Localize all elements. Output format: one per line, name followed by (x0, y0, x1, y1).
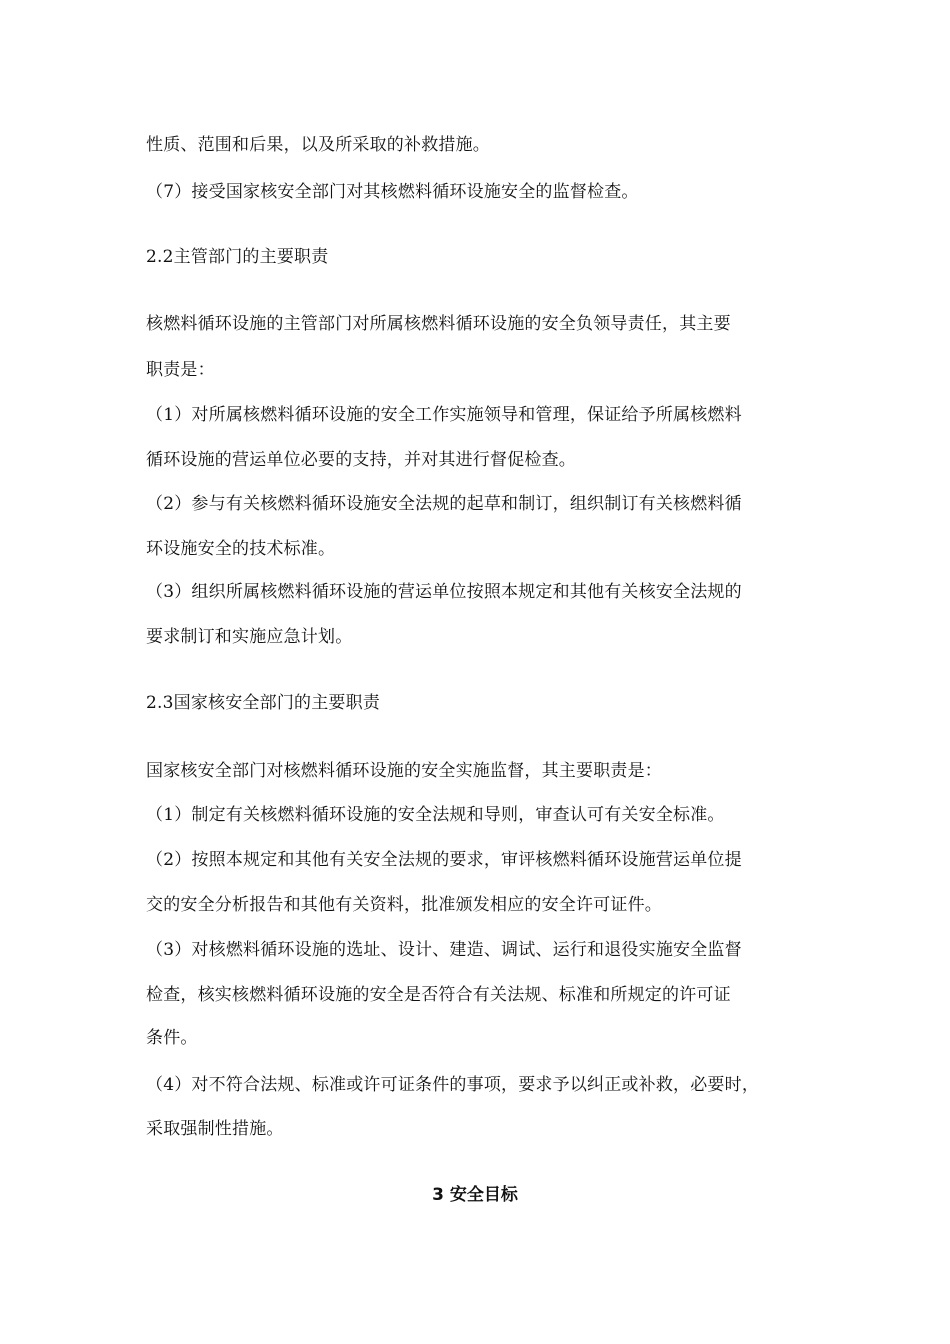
line-1: 性质、范围和后果，以及所采取的补救措施。 (146, 135, 490, 155)
line-19: 条件。 (146, 1028, 198, 1048)
line-10: （3）组织所属核燃料循环设施的营运单位按照本规定和其他有关核安全法规的 (146, 582, 742, 602)
subsection-heading-2-3: 2.3国家核安全部门的主要职责 (146, 693, 381, 713)
subsection-heading-2-2: 2.2主管部门的主要职责 (146, 247, 329, 267)
line-18: 检查，核实核燃料循环设施的安全是否符合有关法规、标准和所规定的许可证 (146, 985, 731, 1005)
line-14: （1）制定有关核燃料循环设施的安全法规和导则，审查认可有关安全标准。 (146, 805, 725, 825)
line-9: 环设施安全的技术标准。 (146, 539, 336, 559)
line-16: 交的安全分析报告和其他有关资料，批准颁发相应的安全许可证件。 (146, 895, 662, 915)
line-17: （3）对核燃料循环设施的选址、设计、建造、调试、运行和退役实施安全监督 (146, 940, 742, 960)
line-8: （2）参与有关核燃料循环设施安全法规的起草和制订，组织制订有关核燃料循 (146, 494, 742, 514)
line-6: （1）对所属核燃料循环设施的安全工作实施领导和管理，保证给予所属核燃料 (146, 405, 742, 425)
line-7: 循环设施的营运单位必要的支持，并对其进行督促检查。 (146, 450, 576, 470)
line-13: 国家核安全部门对核燃料循环设施的安全实施监督，其主要职责是： (146, 761, 662, 781)
line-20: （4）对不符合法规、标准或许可证条件的事项，要求予以纠正或补救，必要时， (146, 1075, 760, 1095)
line-4: 核燃料循环设施的主管部门对所属核燃料循环设施的安全负领导责任，其主要 (146, 314, 731, 334)
line-5: 职责是： (146, 360, 215, 380)
line-15: （2）按照本规定和其他有关安全法规的要求，审评核燃料循环设施营运单位提 (146, 850, 742, 870)
line-2: （7）接受国家核安全部门对其核燃料循环设施安全的监督检查。 (146, 182, 639, 202)
line-11: 要求制订和实施应急计划。 (146, 627, 353, 647)
section-heading-3: 3 安全目标 (432, 1185, 518, 1205)
line-21: 采取强制性措施。 (146, 1119, 284, 1139)
